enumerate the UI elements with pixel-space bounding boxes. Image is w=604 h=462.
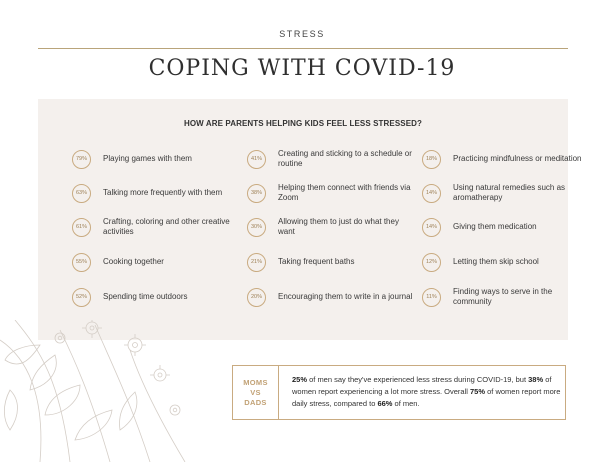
item-label: Letting them skip school [453, 257, 539, 266]
list-item [247, 146, 417, 172]
percent-badge: 38% [247, 184, 266, 203]
list-item [247, 249, 417, 275]
item-label: Cooking together [103, 257, 164, 266]
stat-men-daily-stress: 66% [377, 399, 393, 408]
item-label: Crafting, coloring and other creative activities [103, 217, 230, 236]
item-label: Giving them medication [453, 222, 537, 231]
stats-panel [38, 99, 582, 340]
header-divider [38, 48, 568, 49]
percent-badge: 14% [422, 218, 441, 237]
panel-question: HOW ARE PARENTS HELPING KIDS FEEL LESS STRESSED? [183, 119, 422, 128]
item-label: Allowing them to just do what they want [278, 217, 399, 236]
list-item [422, 180, 592, 206]
item-label: Finding ways to serve in the community [453, 287, 553, 306]
item-label: Helping them connect with friends via Zoom [278, 183, 411, 202]
text-segment: of men. [392, 399, 420, 408]
percent-badge: 63% [72, 184, 91, 203]
percent-badge: 52% [72, 288, 91, 307]
section-label: STRESS [279, 29, 325, 39]
list-item [422, 146, 592, 172]
stat-men-less-stress: 25% [292, 375, 308, 384]
list-item [72, 214, 242, 240]
percent-badge: 79% [72, 150, 91, 169]
list-item [247, 180, 417, 206]
list-item [72, 249, 242, 275]
item-label: Taking frequent baths [278, 257, 355, 266]
floral-illustration [0, 320, 240, 462]
percent-badge: 61% [72, 218, 91, 237]
list-item [72, 284, 242, 310]
percent-badge: 20% [247, 288, 266, 307]
list-item [72, 180, 242, 206]
stat-women-daily-stress: 75% [470, 387, 486, 396]
percent-badge: 30% [247, 218, 266, 237]
stat-women-more-stress: 38% [528, 375, 544, 384]
item-label: Spending time outdoors [103, 292, 188, 301]
list-item [422, 214, 592, 240]
list-item [422, 284, 592, 310]
percent-badge: 12% [422, 253, 441, 272]
list-item [247, 214, 417, 240]
text-segment: of men say they've experienced less stress during COVID-19, but [307, 375, 529, 384]
percent-badge: 11% [422, 288, 441, 307]
moms-vs-dads-box [232, 365, 566, 420]
percent-badge: 14% [422, 184, 441, 203]
list-item [422, 249, 592, 275]
percent-badge: 18% [422, 150, 441, 169]
page-title: COPING WITH COVID-19 [148, 56, 456, 81]
text-segment: of women report experiencing a lot more stress. Overall [292, 375, 552, 396]
item-label: Using natural remedies such as aromatherapy [453, 183, 566, 202]
percent-badge: 55% [72, 253, 91, 272]
item-label: Encouraging them to write in a journal [278, 292, 413, 301]
dads-label-line: DADS [244, 397, 267, 407]
item-label: Talking more frequently with them [103, 188, 223, 197]
list-item [247, 284, 417, 310]
text-segment: of women report more daily stress, compared to [292, 387, 561, 408]
moms-vs-dads-text [292, 374, 562, 410]
item-label: Playing games with them [103, 154, 192, 163]
item-label: Creating and sticking to a schedule or routine [278, 149, 412, 168]
item-label: Practicing mindfulness or meditation [453, 154, 582, 163]
vs-label-line: VS [250, 387, 261, 397]
moms-label-line: MOMS [243, 377, 268, 387]
list-item [72, 146, 242, 172]
percent-badge: 41% [247, 150, 266, 169]
percent-badge: 21% [247, 253, 266, 272]
moms-vs-dads-label [233, 366, 279, 419]
